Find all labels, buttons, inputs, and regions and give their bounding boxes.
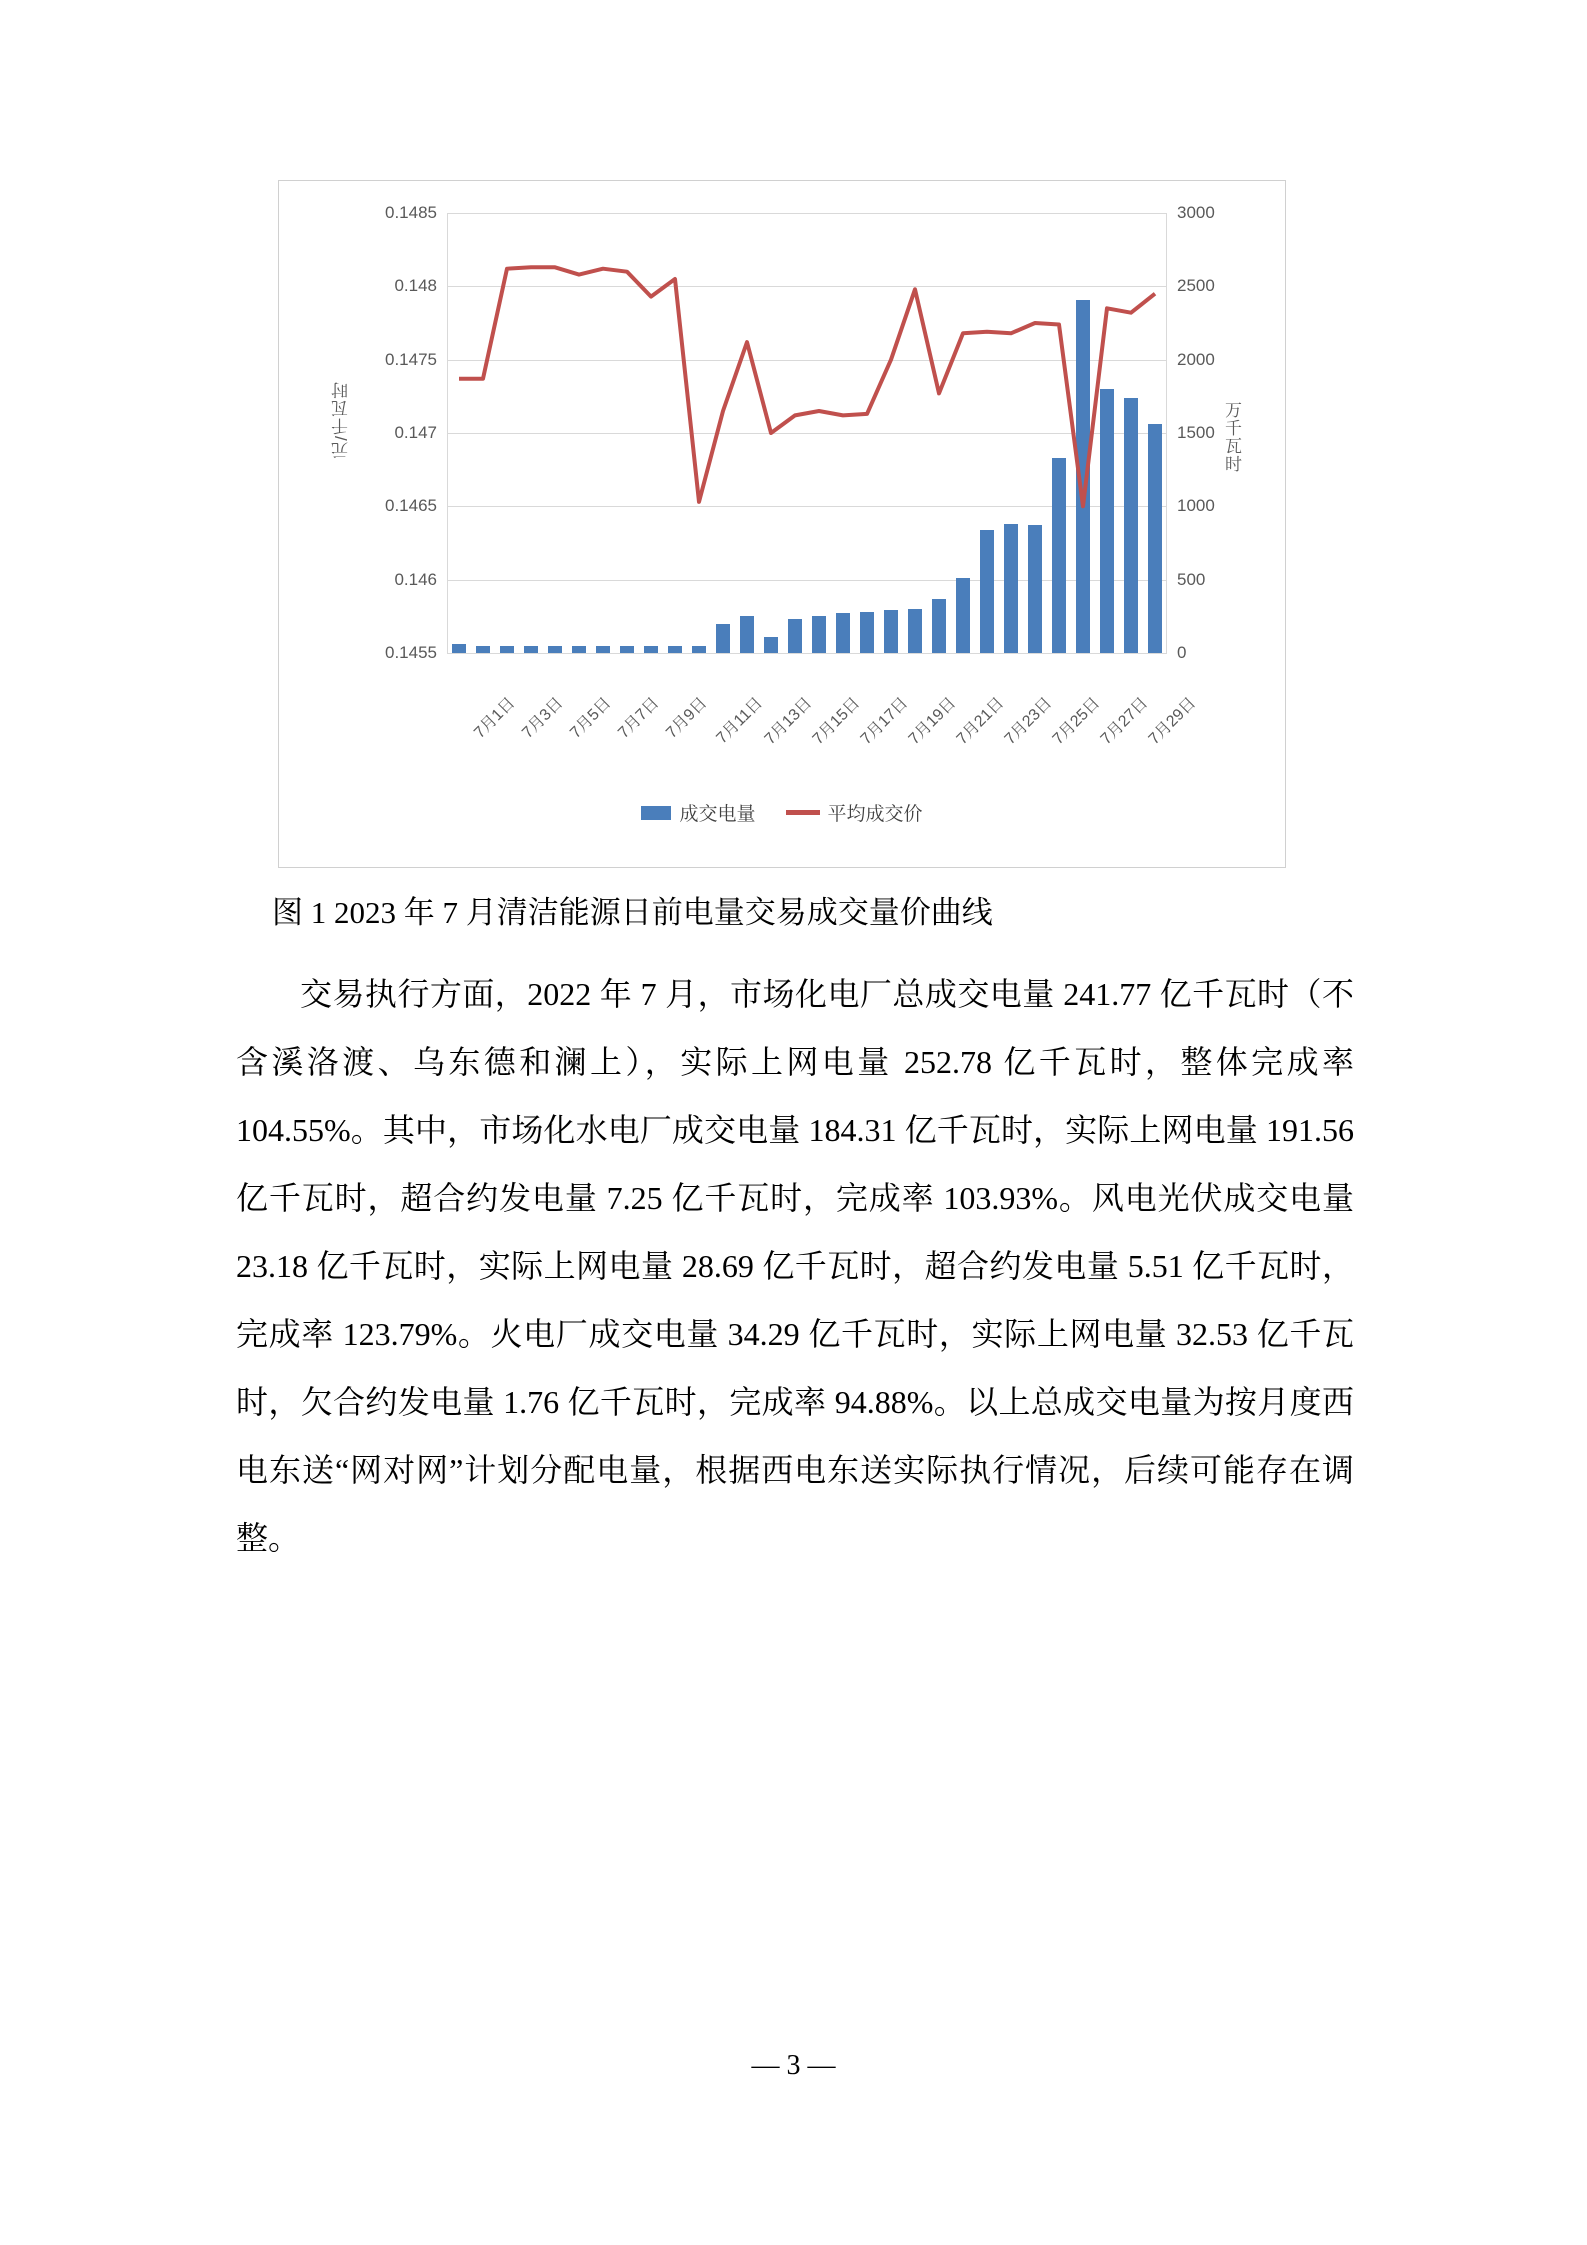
y-axis-left-tick-label: 0.148	[394, 276, 437, 296]
x-axis-tick-label: 7月9日	[663, 694, 711, 742]
x-axis-tick-label: 7月23日	[1001, 694, 1056, 749]
y-axis-left-title: 元/千瓦时	[332, 381, 351, 459]
y-axis-left-tick-label: 0.146	[394, 569, 437, 589]
y-axis-left-tick-label: 0.1455	[385, 643, 437, 662]
figure-caption: 图 1 2023 年 7 月清洁能源日前电量交易成交量价曲线	[272, 895, 993, 930]
x-axis-tick-label: 7月21日	[953, 694, 1008, 749]
y-axis-left-tick-label: 0.147	[394, 423, 437, 442]
x-axis-tick-label: 7月7日	[615, 694, 663, 742]
chart-area	[278, 180, 1286, 868]
y-axis-right-tick-label: 500	[1177, 569, 1206, 589]
page-number: — 3 —	[751, 2050, 836, 2081]
legend-swatch-line-icon	[786, 810, 820, 815]
y-axis-right-tick-label: 3000	[1177, 203, 1215, 222]
x-axis-tick-label: 7月13日	[761, 694, 816, 749]
legend-label-bar: 成交电量	[679, 804, 756, 825]
x-axis-tick-label: 7月17日	[857, 694, 912, 749]
line-series	[447, 213, 1167, 653]
x-axis-tick-label: 7月27日	[1097, 694, 1152, 749]
y-axis-right-tick-label: 2500	[1177, 276, 1215, 296]
price-line	[459, 267, 1155, 506]
y-axis-left-tick-label: 0.1485	[385, 203, 437, 222]
legend-swatch-bar-icon	[641, 806, 671, 820]
x-axis-tick-label: 7月15日	[809, 694, 864, 749]
y-axis-right-tick-label: 2000	[1177, 349, 1215, 369]
x-axis-tick-label: 7月1日	[471, 694, 519, 742]
y-axis-left-tick-label: 0.1475	[385, 349, 437, 369]
x-axis-tick-label: 7月19日	[905, 694, 960, 749]
x-axis-tick-label: 7月25日	[1049, 694, 1104, 749]
y-axis-right-tick-label: 1500	[1177, 423, 1215, 442]
legend-item-line	[786, 799, 923, 826]
figure-container	[278, 180, 1288, 870]
y-axis-left-tick-label: 0.1465	[385, 496, 437, 516]
chart-legend	[279, 799, 1285, 826]
x-axis-tick-label: 7月29日	[1145, 694, 1200, 749]
x-axis-tick-label: 7月5日	[567, 694, 615, 742]
x-axis-tick-label: 7月3日	[519, 694, 567, 742]
legend-item-bar	[641, 799, 755, 826]
y-axis-right-tick-label: 1000	[1177, 496, 1215, 516]
y-axis-right-tick-label: 0	[1177, 643, 1187, 662]
y-axis-right-title: 万千瓦时	[1222, 401, 1241, 473]
plot-area	[385, 203, 1215, 749]
gridline	[447, 653, 1167, 654]
x-axis-tick-label: 7月11日	[713, 694, 767, 748]
legend-label-line: 平均成交价	[827, 804, 923, 825]
body-paragraph: 交易执行方面，2022 年 7 月，市场化电厂总成交电量 241.77 亿千瓦时（不含溪洛渡、乌东德和澜上），实际上网电量 252.78 亿千瓦时，整体完成率 104.55%。其中，市场化水电厂成交电量 184.31 亿千瓦时，实际上网电量 191.56 亿千瓦时，超合约发电量 7.25 亿千瓦时，完成率 103.93%。风电光伏成交电量 23.18 亿千瓦时，实际上网电量 28.69 亿千瓦时，超合约发电量 5.51 亿千瓦时，完成率 123.79%。火电厂成交电量 34.29 亿千瓦时，实际上网电量 32.53 亿千瓦时，欠合约发电量 1.76 亿千瓦时，完成率 94.88%。以上总成交电量为按月度西电东送“网对网”计划分配电量，根据西电东送实际执行情况，后续可能存在调整。	[236, 976, 1354, 1556]
